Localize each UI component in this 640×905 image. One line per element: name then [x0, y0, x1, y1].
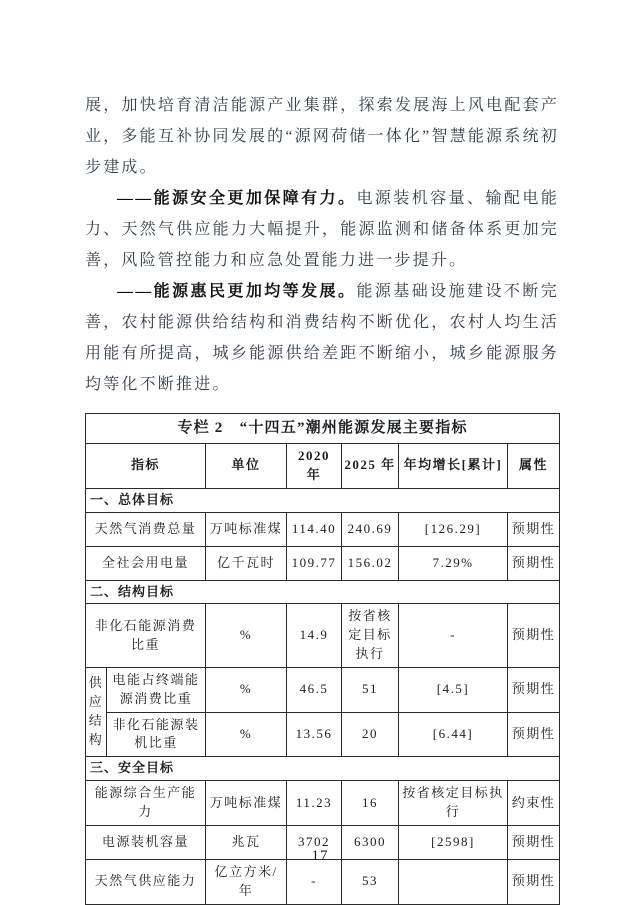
cell-indicator: 天然气供应能力 — [86, 859, 206, 904]
header-2025: 2025 年 — [342, 444, 399, 489]
cell-attribute: 预期性 — [508, 667, 560, 712]
section-row-security — [86, 757, 560, 781]
cell-2020: 11.23 — [287, 781, 342, 826]
table-row — [86, 712, 560, 757]
section-title: 三、安全目标 — [86, 757, 560, 781]
cell-attribute: 约束性 — [508, 781, 560, 826]
cell-unit: 兆瓦 — [206, 825, 287, 859]
cell-indicator: 能源综合生产能力 — [86, 781, 206, 826]
cell-growth: 按省核定目标执行 — [399, 781, 508, 826]
table-row — [86, 859, 560, 904]
cell-indicator: 非化石能源装机比重 — [107, 712, 206, 757]
table-row — [86, 604, 560, 668]
paragraph-text: 展，加快培育清洁能源产业集群，探索发展海上风电配套产业，多能互补协同发展的“源网荷储一体化”智慧能源系统初步建成。 — [85, 97, 559, 176]
indicators-table — [85, 413, 560, 905]
table-title-row — [86, 414, 560, 444]
cell-unit: % — [206, 604, 287, 668]
paragraph-lead-bold: ——能源惠民更加均等发展。 — [117, 283, 357, 300]
section-title: 二、结构目标 — [86, 580, 560, 604]
paragraph-lead-bold: ——能源安全更加保障有力。 — [117, 190, 357, 207]
cell-growth — [399, 859, 508, 904]
cell-2025: 20 — [342, 712, 399, 757]
page-number: 17 — [311, 848, 329, 864]
cell-2025: 156.02 — [342, 546, 399, 580]
cell-2020: 46.5 — [287, 667, 342, 712]
section-row-overall — [86, 488, 560, 512]
cell-attribute: 预期性 — [508, 604, 560, 668]
cell-indicator: 非化石能源消费比重 — [86, 604, 206, 668]
cell-growth: [2598] — [399, 825, 508, 859]
table-row — [86, 781, 560, 826]
cell-unit: 万吨标准煤 — [206, 512, 287, 546]
table-header-row — [86, 444, 560, 489]
cell-attribute: 预期性 — [508, 546, 560, 580]
cell-group-supply-structure: 供应结构 — [86, 667, 107, 756]
cell-2025: 6300 — [342, 825, 399, 859]
cell-2025: 51 — [342, 667, 399, 712]
cell-2020: 3702 — [287, 825, 342, 859]
cell-unit: 万吨标准煤 — [206, 781, 287, 826]
cell-2020: 109.77 — [287, 546, 342, 580]
cell-unit: 亿千瓦时 — [206, 546, 287, 580]
cell-2025: 16 — [342, 781, 399, 826]
cell-unit: % — [206, 667, 287, 712]
cell-2025: 53 — [342, 859, 399, 904]
cell-growth: [6.44] — [399, 712, 508, 757]
header-2020: 2020 年 — [287, 444, 342, 489]
cell-2020: 13.56 — [287, 712, 342, 757]
cell-unit: 亿立方米/年 — [206, 859, 287, 904]
cell-growth: [4.5] — [399, 667, 508, 712]
header-indicator: 指标 — [86, 444, 206, 489]
paragraph-continuation — [85, 90, 559, 183]
cell-growth: [126.29] — [399, 512, 508, 546]
table-row — [86, 512, 560, 546]
paragraph-energy-security — [85, 183, 559, 276]
section-title: 一、总体目标 — [86, 488, 560, 512]
table-row — [86, 667, 560, 712]
cell-2025: 按省核定目标执行 — [342, 604, 399, 668]
cell-2020: - — [287, 859, 342, 904]
cell-growth: 7.29% — [399, 546, 508, 580]
cell-growth: - — [399, 604, 508, 668]
cell-attribute: 预期性 — [508, 712, 560, 757]
cell-indicator: 电源装机容量 — [86, 825, 206, 859]
paragraph-text: 电源装机容量、输配电能力、天然气供应能力大幅提升，能源监测和储备体系更加完善，风险管控能力和应急处置能力进一步提升。 — [85, 190, 559, 269]
table-title: 专栏 2 “十四五”潮州能源发展主要指标 — [86, 414, 560, 444]
section-row-structure — [86, 580, 560, 604]
cell-attribute: 预期性 — [508, 512, 560, 546]
cell-2020: 114.40 — [287, 512, 342, 546]
cell-indicator: 全社会用电量 — [86, 546, 206, 580]
header-attribute: 属性 — [508, 444, 560, 489]
paragraph-text: 能源基础设施建设不断完善，农村能源供给结构和消费结构不断优化，农村人均生活用能有所提高，城乡能源供给差距不断缩小，城乡能源服务均等化不断推进。 — [85, 283, 559, 393]
header-growth: 年均增长[累计] — [399, 444, 508, 489]
cell-2025: 240.69 — [342, 512, 399, 546]
cell-attribute: 预期性 — [508, 825, 560, 859]
header-unit: 单位 — [206, 444, 287, 489]
cell-indicator: 天然气消费总量 — [86, 512, 206, 546]
cell-unit: % — [206, 712, 287, 757]
paragraph-energy-benefit — [85, 276, 559, 400]
page-content — [85, 90, 559, 905]
cell-2020: 14.9 — [287, 604, 342, 668]
cell-attribute: 预期性 — [508, 859, 560, 904]
table-row — [86, 546, 560, 580]
cell-indicator: 电能占终端能源消费比重 — [107, 667, 206, 712]
